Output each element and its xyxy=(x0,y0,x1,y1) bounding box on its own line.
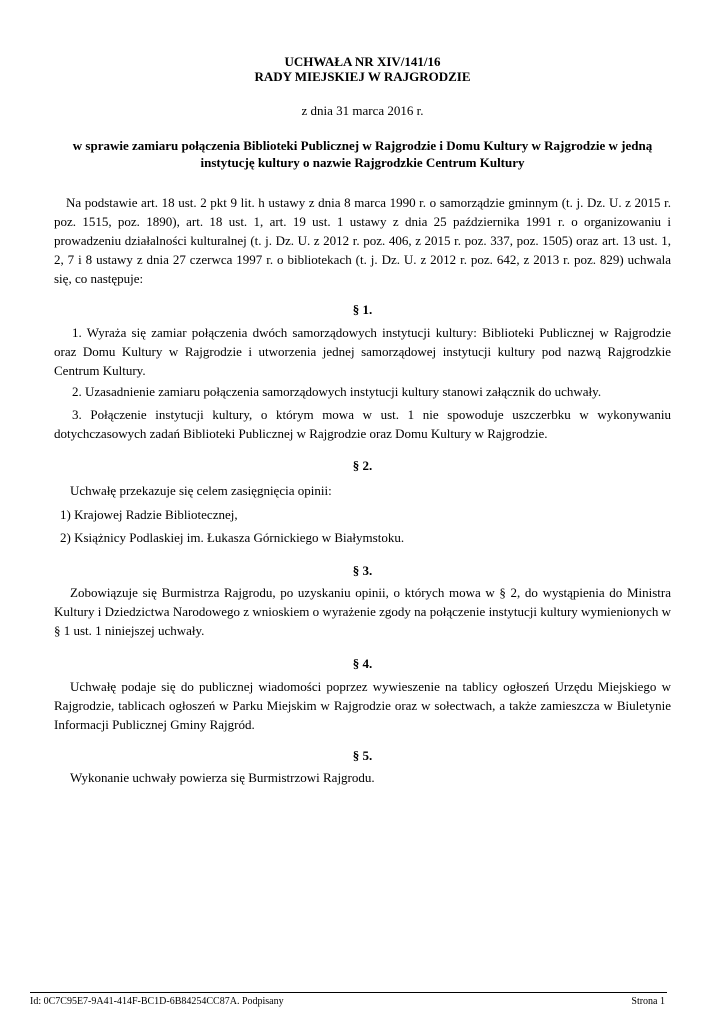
section-5-text: Wykonanie uchwały powierza się Burmistrzowi Rajgrodu. xyxy=(70,770,375,785)
section-2-intro: Uchwałę przekazuje się celem zasięgnięcia opinii: xyxy=(70,483,332,498)
section-1-paragraph-2: 2. Uzasadnienie zamiaru połączenia samorządowych instytucji kultury stanowi załącznik do uchwały. xyxy=(72,384,602,399)
document-id: Id: 0C7C95E7-9A41-414F-BC1D-6B84254CC87A. Podpisany xyxy=(30,996,284,1007)
resolution-subject: w sprawie zamiaru połączenia Biblioteki Publicznej w Rajgrodzie i Domu Kultury w Rajgrodzie w jedną instytucję kultury o nazwie Rajgrodzkie Centrum Kultury xyxy=(72,138,653,170)
section-5-heading: § 5. xyxy=(352,748,373,763)
section-3-text: Zobowiązuje się Burmistrza Rajgrodu, po uzyskaniu opinii, o których mowa w § 2, do wystąpienia do Ministra Kultury i Dziedzictwa Narodowego z wnioskiem o wyrażenie zgody na połączenie instytucji kultury wymienionych w § 1 ust. 1 niniejszej uchwały. xyxy=(54,585,671,638)
footer-divider xyxy=(30,992,667,993)
section-3-heading: § 3. xyxy=(352,563,373,578)
resolution-number: UCHWAŁA NR XIV/141/16 xyxy=(284,54,441,69)
preamble: Na podstawie art. 18 ust. 2 pkt 9 lit. h ustawy z dnia 8 marca 1990 r. o samorządzie gminnym (t. j. Dz. U. z 2015 r. poz. 1515, poz. 1890), art. 18 ust. 1, art. 19 ust. 1 ustawy z dnia 25 października 1991 r. o organizowaniu i prowadzeniu działalności kulturalnej (t. j. Dz. U. z 2012 r. poz. 406, z 2015 r. poz. 337, poz. 1505) oraz art. 13 ust. 1, 2, 7 i 8 ustawy z dnia 27 czerwca 1997 r. o bibliotekach (t. j. Dz. U. z 2012 r. poz. 642, z 2013 r. poz. 829) uchwala się, co następuje: xyxy=(54,195,671,286)
section-2-item-2: 2) Książnicy Podlaskiej im. Łukasza Górnickiego w Białymstoku. xyxy=(60,530,405,545)
section-2-heading: § 2. xyxy=(352,458,373,473)
page-number: Strona 1 xyxy=(631,996,665,1007)
section-1-paragraph-1: 1. Wyraża się zamiar połączenia dwóch samorządowych instytucji kultury: Biblioteki Publicznej w Rajgrodzie oraz Domu Kultury w Rajgrodzie i utworzenia jednej samorządowej instytucji kultury pod nazwą Rajgrodzkie Centrum Kultury. xyxy=(54,325,671,378)
section-4-text: Uchwałę podaje się do publicznej wiadomości poprzez wywieszenie na tablicy ogłoszeń Urzędu Miejskiego w Rajgrodzie, tablicach ogłoszeń w Parku Miejskim w Rajgrodzie oraz w sołectwach, a także zamieszcza w Biuletynie Informacji Publicznej Gminy Rajgród. xyxy=(54,679,671,732)
section-2-item-1: 1) Krajowej Radzie Bibliotecznej, xyxy=(60,507,238,522)
resolution-date: z dnia 31 marca 2016 r. xyxy=(301,103,424,118)
section-1-heading: § 1. xyxy=(352,302,373,317)
section-4-heading: § 4. xyxy=(352,656,373,671)
section-1-paragraph-3: 3. Połączenie instytucji kultury, o którym mowa w ust. 1 nie spowoduje uszczerbku w wykonywaniu dotychczasowych zadań Biblioteki Publicznej w Rajgrodzie oraz Domu Kultury w Rajgrodzie. xyxy=(54,407,671,441)
council-name: RADY MIEJSKIEJ W RAJGRODZIE xyxy=(254,69,471,84)
